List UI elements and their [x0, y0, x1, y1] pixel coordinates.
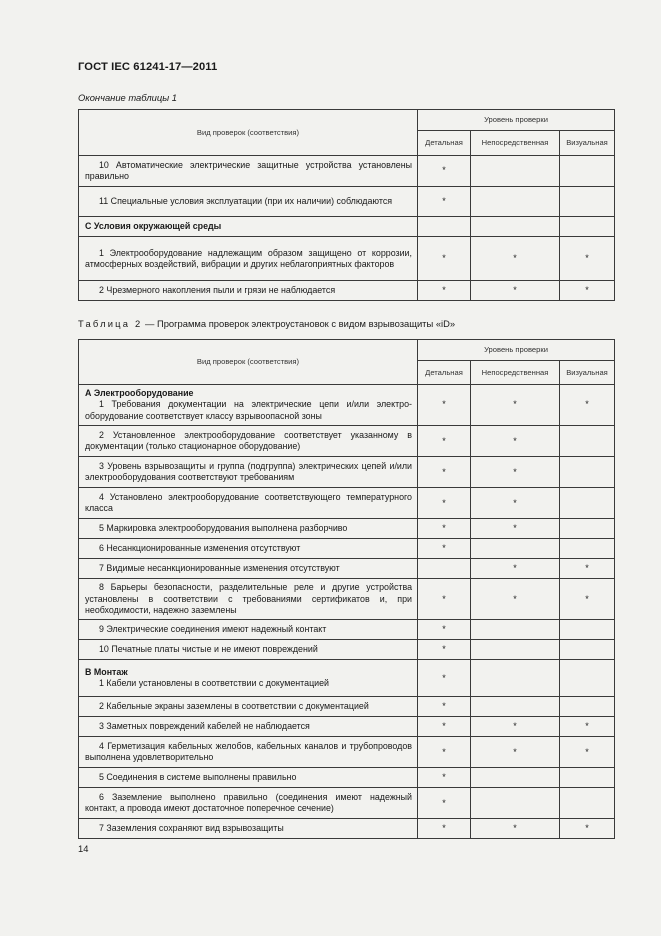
- mark-visual: [560, 156, 615, 187]
- table-row: [79, 620, 615, 640]
- mark-direct: [471, 660, 560, 697]
- mark-visual: *: [560, 281, 615, 301]
- mark-direct: [471, 788, 560, 819]
- mark-detailed: *: [418, 660, 471, 697]
- table2-caption: [78, 318, 455, 329]
- mark-direct: [471, 539, 560, 559]
- check-text: 4 Установлено электрооборудование соответствующего температурного класса: [85, 491, 412, 514]
- check-text: 10 Печатные платы чистые и не имеют повреждений: [99, 644, 318, 655]
- col-header-check-type: Вид проверок (соответствия): [79, 110, 418, 156]
- table-row: [79, 697, 615, 717]
- check-text: 4 Герметизация кабельных желобов, кабельных каналов и трубопроводов выполнена удовлетворительно: [85, 741, 412, 763]
- col-header-direct: Непосредственная: [471, 361, 560, 385]
- mark-detailed: *: [418, 737, 471, 768]
- col-header-level: Уровень проверки: [418, 340, 615, 361]
- mark-visual: [560, 539, 615, 559]
- section-heading: А Электрооборудование: [85, 388, 194, 398]
- check-text: 5 Маркировка электрооборудования выполнена разборчиво: [99, 523, 348, 534]
- mark-detailed: *: [418, 426, 471, 457]
- mark-direct: *: [471, 488, 560, 519]
- section-heading: В Монтаж: [85, 667, 128, 678]
- table-row: [79, 519, 615, 539]
- mark-visual: [560, 640, 615, 660]
- table-2: [78, 339, 615, 839]
- table-row: [79, 559, 615, 579]
- mark-direct: *: [471, 737, 560, 768]
- table-row: [79, 385, 615, 426]
- mark-direct: [471, 697, 560, 717]
- check-text: 7 Заземления сохраняют вид взрывозащиты: [99, 823, 284, 834]
- check-text: 2 Кабельные экраны заземлены в соответствии с документацией: [99, 701, 369, 712]
- mark-detailed: *: [418, 717, 471, 737]
- mark-visual: [560, 788, 615, 819]
- mark-direct: [471, 768, 560, 788]
- check-description: [79, 660, 418, 697]
- check-description: [79, 519, 418, 539]
- table-row: [79, 237, 615, 281]
- check-description: [79, 488, 418, 519]
- mark-detailed: *: [418, 620, 471, 640]
- mark-detailed: *: [418, 768, 471, 788]
- col-header-check-type: Вид проверок (соответствия): [79, 340, 418, 385]
- check-text: 6 Несанкционированные изменения отсутствуют: [99, 543, 301, 554]
- mark-detailed: *: [418, 187, 471, 217]
- table-row: [79, 819, 615, 839]
- mark-direct: *: [471, 457, 560, 488]
- check-description: [79, 457, 418, 488]
- check-text: 9 Электрические соединения имеют надежный контакт: [99, 624, 327, 635]
- check-text: 1 Кабели установлены в соответствии с документацией: [99, 678, 330, 689]
- table-row: [79, 488, 615, 519]
- mark-visual: *: [560, 385, 615, 426]
- table-row: [79, 156, 615, 187]
- mark-visual: [560, 620, 615, 640]
- mark-detailed: *: [418, 281, 471, 301]
- table2-caption-text: — Программа проверок электроустановок с видом взрывозащиты «iD»: [142, 318, 456, 329]
- check-text: 2 Установленное электрооборудование соответствует указанному в документации (только стационарное оборудование): [85, 429, 412, 452]
- mark-visual: *: [560, 237, 615, 281]
- table-row: [79, 579, 615, 620]
- check-text: 2 Чрезмерного накопления пыли и грязи не наблюдается: [99, 285, 336, 296]
- mark-direct: [471, 640, 560, 660]
- check-description: [79, 640, 418, 660]
- mark-visual: [560, 457, 615, 488]
- col-header-visual: Визуальная: [560, 361, 615, 385]
- mark-visual: [560, 660, 615, 697]
- check-text: 1 Электрооборудование надлежащим образом защищено от коррозии, атмосферных воздействий, вибрации и других неблагоприятных факторов: [85, 247, 412, 269]
- mark-visual: [560, 697, 615, 717]
- check-description: [79, 426, 418, 457]
- mark-detailed: [418, 559, 471, 579]
- check-description: [79, 539, 418, 559]
- check-text: 11 Специальные условия эксплуатации (при их наличии) соблюдаются: [99, 195, 393, 206]
- mark-direct: *: [471, 281, 560, 301]
- col-header-detailed: Детальная: [418, 131, 471, 156]
- mark-detailed: *: [418, 539, 471, 559]
- table-row: [79, 187, 615, 217]
- col-header-level: Уровень проверки: [418, 110, 615, 131]
- mark-visual: *: [560, 737, 615, 768]
- col-header-visual: Визуальная: [560, 131, 615, 156]
- mark-visual: [560, 187, 615, 217]
- check-text: 3 Уровень взрывозащиты и группа (подгруппа) электрических цепей и/или электрооборудования соответствуют требованиям: [85, 460, 412, 483]
- check-text: 5 Соединения в системе выполнены правильно: [99, 772, 297, 783]
- col-header-direct: Непосредственная: [471, 131, 560, 156]
- mark-detailed: *: [418, 385, 471, 426]
- mark-visual: *: [560, 717, 615, 737]
- mark-detailed: *: [418, 457, 471, 488]
- table-row: [79, 717, 615, 737]
- mark-direct: *: [471, 559, 560, 579]
- table-1: [78, 109, 615, 301]
- mark-direct: [471, 156, 560, 187]
- mark-detailed: *: [418, 579, 471, 620]
- table-row: [79, 660, 615, 697]
- mark-visual: *: [560, 819, 615, 839]
- mark-visual: [560, 426, 615, 457]
- check-description: [79, 579, 418, 620]
- table-row: [79, 788, 615, 819]
- mark-direct: *: [471, 519, 560, 539]
- section-heading: С Условия окружающей среды: [79, 217, 418, 237]
- check-description: [79, 156, 418, 187]
- mark-direct: *: [471, 579, 560, 620]
- mark-direct: *: [471, 819, 560, 839]
- table1-continuation-label: Окончание таблицы 1: [78, 92, 177, 103]
- check-text: 10 Автоматические электрические защитные устройства установлены правильно: [85, 159, 412, 181]
- check-description: [79, 281, 418, 301]
- check-description: [79, 788, 418, 819]
- check-description: [79, 717, 418, 737]
- mark-detailed: *: [418, 519, 471, 539]
- mark-detailed: *: [418, 640, 471, 660]
- table-row: [79, 768, 615, 788]
- check-description: [79, 768, 418, 788]
- mark-direct: *: [471, 426, 560, 457]
- check-description: [79, 385, 418, 426]
- mark-detailed: *: [418, 488, 471, 519]
- table-row: [79, 426, 615, 457]
- document-header: ГОСТ IEC 61241-17—2011: [78, 61, 218, 73]
- table-row: [79, 737, 615, 768]
- check-text: 7 Видимые несанкционированные изменения отсутствуют: [99, 563, 340, 574]
- mark-visual: *: [560, 579, 615, 620]
- mark-direct: [471, 620, 560, 640]
- mark-detailed: *: [418, 697, 471, 717]
- mark-direct: *: [471, 385, 560, 426]
- check-description: [79, 697, 418, 717]
- col-header-detailed: Детальная: [418, 361, 471, 385]
- table-row: [79, 457, 615, 488]
- page-number: 14: [78, 843, 89, 854]
- empty-cell: [418, 217, 471, 237]
- mark-detailed: *: [418, 819, 471, 839]
- check-text: 1 Требования документации на электрические цепи и/или электрооборудование соответствует классу взрывоопасной зоны: [85, 399, 412, 421]
- mark-visual: [560, 519, 615, 539]
- mark-direct: *: [471, 237, 560, 281]
- table-row: [79, 539, 615, 559]
- table2-caption-prefix: Таблица 2: [78, 318, 143, 329]
- check-description: [79, 237, 418, 281]
- table-row: [79, 281, 615, 301]
- check-text: 6 Заземление выполнено правильно (соединения имеют надежный контакт, а провода имеют достаточное поперечное сечение): [85, 792, 412, 814]
- empty-cell: [471, 217, 560, 237]
- mark-detailed: *: [418, 788, 471, 819]
- check-description: [79, 559, 418, 579]
- mark-detailed: *: [418, 237, 471, 281]
- table-row: [79, 640, 615, 660]
- check-description: [79, 819, 418, 839]
- empty-cell: [560, 217, 615, 237]
- mark-direct: *: [471, 717, 560, 737]
- check-description: [79, 620, 418, 640]
- check-description: [79, 737, 418, 768]
- mark-direct: [471, 187, 560, 217]
- check-description: [79, 187, 418, 217]
- mark-visual: [560, 768, 615, 788]
- check-text: 8 Барьеры безопасности, разделительные реле и другие устройства установлены в соответствии с требованиями сертификатов и, при необходимости, надежно заземлены: [85, 582, 412, 616]
- mark-visual: *: [560, 559, 615, 579]
- mark-visual: [560, 488, 615, 519]
- mark-detailed: *: [418, 156, 471, 187]
- table-row: [79, 217, 615, 237]
- check-text: 3 Заметных повреждений кабелей не наблюдается: [99, 721, 310, 732]
